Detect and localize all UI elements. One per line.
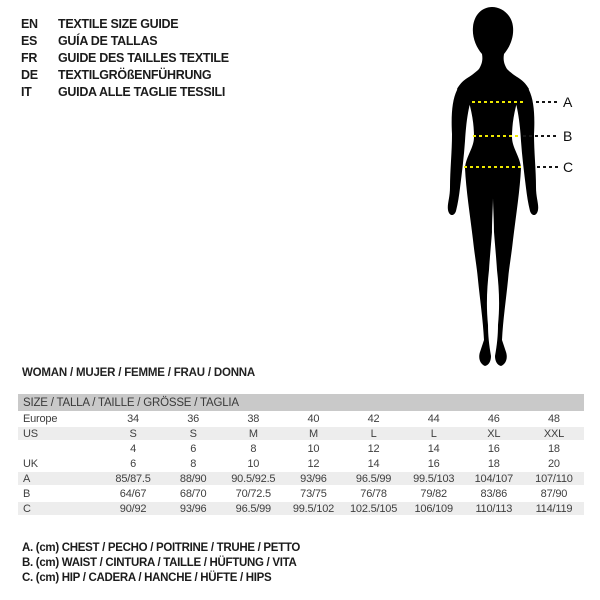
size-value: L (370, 427, 377, 440)
size-value: 48 (548, 412, 560, 425)
table-row-us (18, 426, 584, 441)
row-label: B (23, 487, 31, 500)
lang-row-en (21, 15, 229, 32)
table-row-uk (18, 456, 584, 471)
size-value: 6 (130, 457, 137, 470)
size-value: M (248, 427, 258, 440)
woman-silhouette-figure (425, 0, 600, 380)
size-value: 44 (427, 412, 440, 425)
size-value: 6 (190, 442, 197, 455)
size-value: 110/113 (475, 502, 513, 515)
lang-code: ES (21, 33, 38, 48)
legend-line-waist: B. (cm) WAIST / CINTURA / TAILLE / HÜFTUNG / VITA (22, 557, 297, 569)
table-row-c (18, 501, 584, 516)
size-value: 79/82 (420, 487, 447, 500)
size-value: 14 (427, 442, 440, 455)
size-value: 96.5/99 (235, 502, 271, 515)
size-value: 90.5/92.5 (231, 472, 276, 485)
row-label: UK (23, 457, 38, 470)
size-value: 114/119 (535, 502, 573, 515)
size-table (18, 394, 584, 516)
size-value: 68/70 (179, 487, 207, 500)
lang-title: GUIDA ALLE TAGLIE TESSILI (58, 84, 226, 99)
row-label: A (23, 472, 31, 485)
measurement-legend (22, 541, 300, 586)
table-row-us-numeric (18, 441, 584, 456)
size-value: 96.5/99 (355, 472, 392, 485)
size-value: 88/90 (179, 472, 207, 485)
table-title: WOMAN / MUJER / FEMME / FRAU / DONNA (22, 367, 256, 379)
size-value: 99.5/102 (292, 502, 335, 515)
size-value: 36 (187, 412, 200, 425)
size-value: 10 (307, 442, 320, 455)
legend-line-chest: A. (cm) CHEST / PECHO / POITRINE / TRUHE / PETTO (22, 542, 301, 554)
size-value: XXL (543, 427, 565, 440)
table-row-a (18, 471, 584, 486)
table-header-bar (18, 394, 584, 411)
lang-code: EN (21, 16, 38, 31)
table-header-label: SIZE / TALLA / TAILLE / GRÖSSE / TAGLIA (23, 396, 239, 409)
size-value: 93/96 (300, 472, 327, 485)
size-value: 83/86 (480, 487, 508, 500)
table-rows (18, 411, 584, 516)
size-value: XL (487, 427, 501, 440)
size-value: 90/92 (119, 502, 147, 515)
lang-row-es (21, 32, 229, 49)
size-value: 102.5/105 (349, 502, 398, 515)
lang-code: DE (21, 67, 38, 82)
lang-code: IT (21, 84, 32, 99)
row-label: US (23, 427, 38, 440)
size-value: 34 (127, 412, 139, 425)
row-label: Europe (23, 412, 58, 425)
size-value: 107/110 (535, 472, 573, 485)
size-value: 16 (487, 442, 500, 455)
size-value: 42 (367, 412, 380, 425)
row-label: C (23, 502, 31, 515)
size-value: 10 (247, 457, 260, 470)
size-value: 14 (367, 457, 380, 470)
leader-line-a (536, 101, 558, 103)
lang-title: GUIDE DES TAILLES TEXTILE (58, 50, 229, 65)
size-value: 104/107 (474, 472, 513, 485)
size-value: 12 (367, 442, 380, 455)
lang-row-fr (21, 49, 229, 66)
marker-label-b: B (563, 128, 573, 144)
measure-line-c (464, 166, 523, 168)
size-value: 99.5/103 (413, 472, 455, 485)
size-value: 40 (307, 412, 320, 425)
legend-line-hip: C. (cm) HIP / CADERA / HANCHE / HÜFTE / HIPS (22, 572, 272, 584)
leader-line-b (523, 135, 558, 137)
size-value: 73/75 (300, 487, 327, 500)
size-value: L (430, 427, 437, 440)
size-value: 76/78 (360, 487, 387, 500)
size-value: 8 (250, 442, 257, 455)
size-value: 87/90 (540, 487, 568, 500)
lang-row-it (21, 83, 229, 100)
size-value: 18 (487, 457, 500, 470)
size-value: 85/87.5 (115, 472, 151, 485)
marker-label-c: C (563, 159, 574, 175)
language-title-block (21, 15, 229, 100)
size-value: 93/96 (179, 502, 207, 515)
lang-row-de (21, 66, 229, 83)
measure-line-a (472, 101, 523, 103)
size-value: S (129, 427, 137, 440)
size-value: S (189, 427, 197, 440)
lang-title: TEXTILGRÖßENFÜHRUNG (58, 67, 212, 82)
size-value: 8 (190, 457, 197, 470)
marker-label-a: A (563, 94, 573, 110)
table-row-europe (18, 411, 584, 426)
size-value: 12 (307, 457, 320, 470)
silhouette-body (457, 7, 529, 366)
lang-title: TEXTILE SIZE GUIDE (58, 16, 179, 31)
size-value: 38 (247, 412, 260, 425)
size-value: 46 (487, 412, 500, 425)
size-value: 16 (427, 457, 440, 470)
table-row-b (18, 486, 584, 501)
measure-line-b (473, 135, 519, 137)
size-value: 4 (130, 442, 137, 455)
lang-code: FR (21, 50, 38, 65)
size-value: 64/67 (119, 487, 147, 500)
size-value: M (308, 427, 318, 440)
size-value: 20 (548, 457, 560, 470)
leader-line-c (537, 166, 558, 168)
size-value: 18 (548, 442, 560, 455)
lang-title: GUÍA DE TALLAS (58, 33, 158, 48)
size-value: 70/72.5 (235, 487, 271, 500)
size-value: 106/109 (414, 502, 453, 515)
